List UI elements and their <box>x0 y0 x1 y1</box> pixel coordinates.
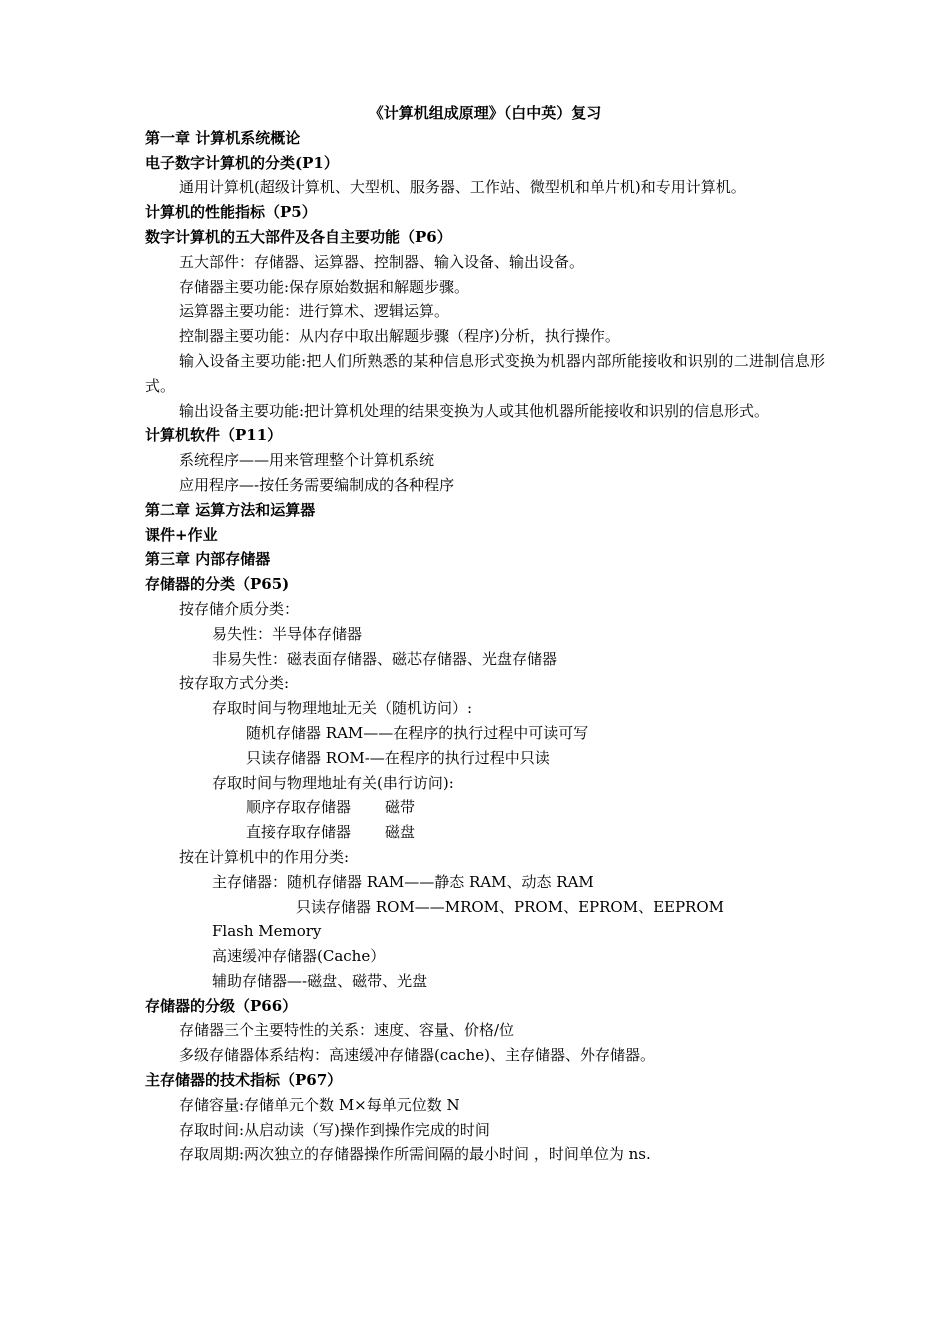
storage-type: 顺序存取存储器 <box>246 798 352 817</box>
body-text: 只读存储器 ROM——MROM、PROM、EPROM、EEPROM <box>296 897 725 916</box>
document-page <box>145 101 825 1167</box>
storage-medium: 磁盘 <box>385 823 416 842</box>
chapter-3-heading: 第三章 内部存储器 <box>145 550 271 569</box>
body-paragraph: 输出设备主要功能:把计算机处理的结果变换为人或其他机器所能接收和识别的信息形式。 <box>179 401 770 420</box>
section-heading: 存储器的分级（P66） <box>145 996 298 1015</box>
body-text: 存储器三个主要特性的关系：速度、容量、价格/位 <box>179 1021 515 1040</box>
body-text: 易失性：半导体存储器 <box>212 624 363 643</box>
body-text-pair <box>145 795 825 820</box>
document-title: 《计算机组成原理》（白中英）复习 <box>368 104 602 122</box>
chapter-1-heading: 第一章 计算机系统概论 <box>145 128 301 147</box>
body-text: 应用程序—-按任务需要编制成的各种程序 <box>179 475 455 494</box>
body-text: 运算器主要功能：进行算术、逻辑运算。 <box>179 302 450 321</box>
body-text: 按在计算机中的作用分类: <box>179 847 350 866</box>
section-heading: 计算机软件（P11） <box>145 426 283 445</box>
body-text: Flash Memory <box>212 922 322 941</box>
body-text: 存取时间与物理地址有关(串行访问): <box>212 773 454 792</box>
body-text: 控制器主要功能：从内存中取出解题步骤（程序)分析，执行操作。 <box>179 327 620 346</box>
body-text: 主存储器：随机存储器 RAM——静态 RAM、动态 RAM <box>212 872 594 891</box>
body-text: 存取周期:两次独立的存储器操作所需间隔的最小时间 ，时间单位为 ns. <box>179 1145 651 1164</box>
body-text: 五大部件：存储器、运算器、控制器、输入设备、输出设备。 <box>179 252 585 271</box>
body-text: 辅助存储器—-磁盘、磁带、光盘 <box>212 971 428 990</box>
storage-medium: 磁带 <box>385 798 416 817</box>
body-text-pair <box>145 820 825 845</box>
body-text: 系统程序——用来管理整个计算机系统 <box>179 451 435 470</box>
storage-type: 直接存取存储器 <box>246 823 352 842</box>
section-heading: 计算机的性能指标（P5） <box>145 203 317 222</box>
body-text: 高速缓冲存储器(Cache） <box>212 947 386 966</box>
section-heading: 电子数字计算机的分类(P1） <box>145 153 339 172</box>
section-heading: 数字计算机的五大部件及各自主要功能（P6） <box>145 227 452 246</box>
body-text: 存取时间与物理地址无关（随机访问）: <box>212 699 473 718</box>
body-text: 存储容量:存储单元个数 M×每单元位数 N <box>179 1095 460 1114</box>
body-text: 只读存储器 ROM-—在程序的执行过程中只读 <box>246 748 550 767</box>
section-heading: 存储器的分类（P65) <box>145 575 290 594</box>
body-paragraph: 输入设备主要功能:把人们所熟悉的某种信息形式变换为机器内部所能接收和识别的二进制信息形式。 <box>145 351 825 395</box>
section-heading: 主存储器的技术指标（P67） <box>145 1071 343 1090</box>
body-text: 存储器主要功能:保存原始数据和解题步骤。 <box>179 277 470 296</box>
body-text: 随机存储器 RAM——在程序的执行过程中可读可写 <box>246 723 589 742</box>
body-text: 按存储介质分类： <box>179 599 300 618</box>
section-heading: 课件+作业 <box>145 525 218 544</box>
body-text: 按存取方式分类: <box>179 674 290 693</box>
chapter-2-heading: 第二章 运算方法和运算器 <box>145 500 316 519</box>
body-text: 多级存储器体系结构：高速缓冲存储器(cache)、主存储器、外存储器。 <box>179 1046 655 1065</box>
body-text: 通用计算机(超级计算机、大型机、服务器、工作站、微型机和单片机)和专用计算机。 <box>179 178 746 197</box>
body-text: 非易失性：磁表面存储器、磁芯存储器、光盘存储器 <box>212 649 558 668</box>
body-text: 存取时间:从启动读（写)操作到操作完成的时间 <box>179 1120 490 1139</box>
